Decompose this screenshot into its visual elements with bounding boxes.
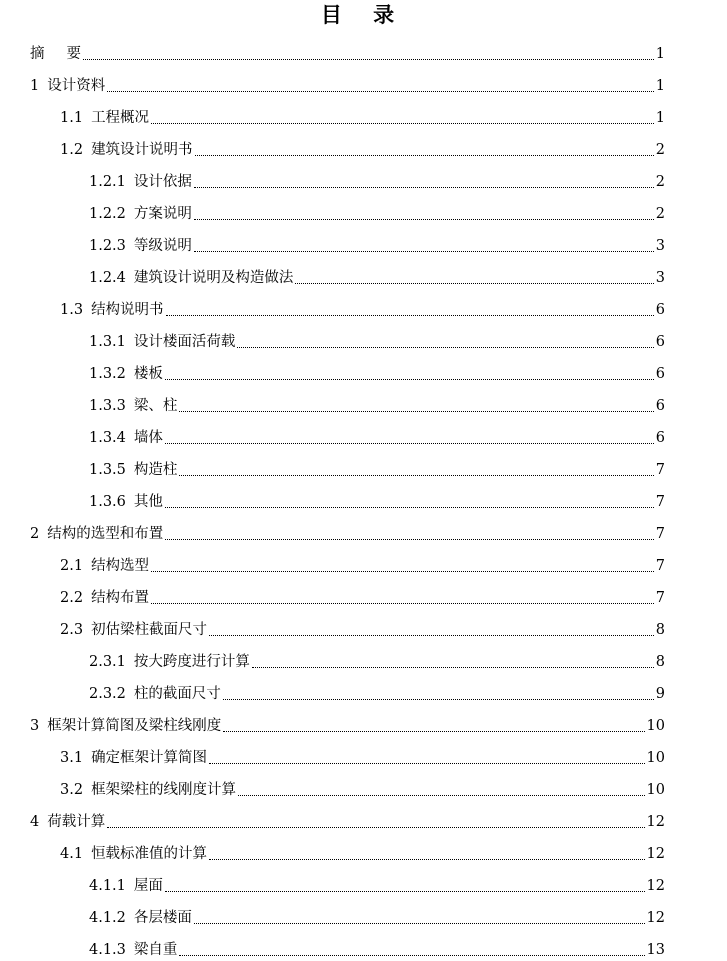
toc-entry[interactable] bbox=[89, 648, 665, 672]
toc-entry-label: 工程概况 bbox=[91, 110, 150, 126]
toc-entry-number: 1.2 bbox=[60, 142, 84, 158]
toc-entry-label: 荷载计算 bbox=[47, 814, 106, 830]
toc-entry-page: 6 bbox=[655, 430, 665, 446]
toc-entry-page: 10 bbox=[646, 718, 665, 734]
toc-entry[interactable] bbox=[89, 232, 665, 256]
toc-dot-leader bbox=[165, 506, 654, 508]
toc-entry-number: 1.2.4 bbox=[89, 270, 126, 286]
toc-entry-number: 4.1.1 bbox=[89, 878, 126, 894]
toc-entry-label: 按大跨度进行计算 bbox=[133, 654, 250, 670]
toc-entry-number: 1.3.3 bbox=[89, 398, 126, 414]
toc-entry-number: 1 bbox=[30, 78, 40, 94]
toc-entry-number: 2 bbox=[30, 526, 40, 542]
toc-entry-page: 8 bbox=[655, 654, 665, 670]
toc-entry-number: 2.1 bbox=[60, 558, 84, 574]
toc-entry[interactable] bbox=[60, 616, 665, 640]
toc-entry-number: 3.1 bbox=[60, 750, 84, 766]
toc-dot-leader bbox=[179, 474, 653, 476]
toc-entry-page: 7 bbox=[655, 462, 665, 478]
toc-dot-leader bbox=[107, 826, 644, 828]
toc-entry-label: 屋面 bbox=[133, 878, 163, 894]
toc-entry-page: 2 bbox=[655, 174, 665, 190]
toc-entry-abstract[interactable] bbox=[30, 40, 665, 64]
toc-dot-leader bbox=[194, 922, 645, 924]
toc-entry-page: 7 bbox=[655, 526, 665, 542]
toc-entry-number: 1.3.1 bbox=[89, 334, 126, 350]
toc-entry-number: 1.3.4 bbox=[89, 430, 126, 446]
toc-entry-page: 10 bbox=[646, 782, 665, 798]
toc-entry-label: 梁自重 bbox=[133, 942, 178, 958]
toc-entry-number: 3.2 bbox=[60, 782, 84, 798]
toc-dot-leader bbox=[151, 602, 654, 604]
toc-entry[interactable] bbox=[60, 136, 665, 160]
toc-entry[interactable] bbox=[89, 872, 665, 896]
toc-entry-page: 1 bbox=[655, 110, 665, 126]
toc-dot-leader bbox=[179, 954, 644, 956]
toc-entry-page: 6 bbox=[655, 398, 665, 414]
toc-dot-leader bbox=[209, 634, 654, 636]
toc-dot-leader bbox=[83, 58, 654, 60]
toc-entry-number: 3 bbox=[30, 718, 40, 734]
toc-entry[interactable] bbox=[60, 296, 665, 320]
toc-entry-label: 其他 bbox=[133, 494, 163, 510]
toc-entry-number: 1.2.1 bbox=[89, 174, 126, 190]
toc-entry[interactable] bbox=[89, 200, 665, 224]
toc-entry-page: 8 bbox=[655, 622, 665, 638]
toc-entry-label: 柱的截面尺寸 bbox=[133, 686, 221, 702]
toc-entry-number: 4 bbox=[30, 814, 40, 830]
toc-dot-leader bbox=[194, 186, 654, 188]
toc-entry-page: 1 bbox=[655, 78, 665, 94]
toc-entry-label: 结构布置 bbox=[91, 590, 150, 606]
toc-entry[interactable] bbox=[89, 424, 665, 448]
toc-entry[interactable] bbox=[89, 360, 665, 384]
toc-entry[interactable] bbox=[89, 488, 665, 512]
toc-entry-label: 框架梁柱的线刚度计算 bbox=[91, 782, 237, 798]
toc-entry[interactable] bbox=[30, 712, 665, 736]
toc-entry-number: 2.3 bbox=[60, 622, 84, 638]
toc-entry[interactable] bbox=[89, 328, 665, 352]
toc-dot-leader bbox=[252, 666, 654, 668]
toc-entry[interactable] bbox=[60, 776, 665, 800]
toc-dot-leader bbox=[194, 250, 654, 252]
toc-entry-number: 1.2.2 bbox=[89, 206, 126, 222]
toc-entry-label: 梁、柱 bbox=[133, 398, 178, 414]
toc-entry[interactable] bbox=[30, 808, 665, 832]
toc-entry-label: 确定框架计算简图 bbox=[91, 750, 208, 766]
toc-dot-leader bbox=[295, 282, 653, 284]
toc-dot-leader bbox=[209, 858, 644, 860]
toc-entry-label: 恒载标准值的计算 bbox=[91, 846, 208, 862]
toc-entry-number: 1.3.6 bbox=[89, 494, 126, 510]
toc-entry-number: 1.3.5 bbox=[89, 462, 126, 478]
toc-dot-leader bbox=[238, 794, 644, 796]
toc-entry-page: 6 bbox=[655, 366, 665, 382]
toc-entry-page: 9 bbox=[655, 686, 665, 702]
toc-entry-number: 4.1.2 bbox=[89, 910, 126, 926]
page-title: 目 录 bbox=[320, 2, 407, 27]
toc-entry-page: 2 bbox=[655, 142, 665, 158]
toc-entry-page: 1 bbox=[655, 46, 665, 62]
toc-entry-page: 6 bbox=[655, 302, 665, 318]
toc-entry-number: 1.3.2 bbox=[89, 366, 126, 382]
toc-entry-page: 3 bbox=[655, 238, 665, 254]
toc-entry-label: 结构选型 bbox=[91, 558, 150, 574]
toc-entry-number: 1.2.3 bbox=[89, 238, 126, 254]
toc-entry[interactable] bbox=[89, 168, 665, 192]
toc-entry-number: 2.3.2 bbox=[89, 686, 126, 702]
toc-entry[interactable] bbox=[89, 392, 665, 416]
toc-dot-leader bbox=[166, 314, 654, 316]
toc-entry-number: 2.3.1 bbox=[89, 654, 126, 670]
toc-entry-label: 等级说明 bbox=[133, 238, 192, 254]
toc-entry-label: 要 bbox=[66, 46, 81, 62]
toc-dot-leader bbox=[237, 346, 653, 348]
toc-dot-leader bbox=[179, 410, 653, 412]
toc-entry-label: 结构的选型和布置 bbox=[47, 526, 164, 542]
toc-entry-page: 12 bbox=[646, 846, 665, 862]
toc-entry[interactable] bbox=[89, 264, 665, 288]
toc-entry-label: 各层楼面 bbox=[133, 910, 192, 926]
toc-entry-number: 1.1 bbox=[60, 110, 84, 126]
toc-entry-label: 结构说明书 bbox=[91, 302, 164, 318]
toc-entry[interactable] bbox=[89, 680, 665, 704]
toc-dot-leader bbox=[223, 730, 644, 732]
toc-dot-leader bbox=[223, 698, 654, 700]
toc-entry-page: 7 bbox=[655, 590, 665, 606]
toc-entry-page: 10 bbox=[646, 750, 665, 766]
toc-entry[interactable] bbox=[60, 584, 665, 608]
toc-entry-label: 设计资料 bbox=[47, 78, 106, 94]
toc-entry-label: 构造柱 bbox=[133, 462, 178, 478]
toc-entry-page: 12 bbox=[646, 878, 665, 894]
toc-entry[interactable] bbox=[89, 936, 665, 960]
toc-dot-leader bbox=[209, 762, 644, 764]
toc-entry-page: 2 bbox=[655, 206, 665, 222]
toc-entry-label: 初估梁柱截面尺寸 bbox=[91, 622, 208, 638]
toc-dot-leader bbox=[165, 890, 645, 892]
toc-entry[interactable] bbox=[89, 456, 665, 480]
toc-dot-leader bbox=[165, 442, 654, 444]
toc-entry[interactable] bbox=[30, 72, 665, 96]
toc-entry-label: 墙体 bbox=[133, 430, 163, 446]
toc-dot-leader bbox=[165, 538, 654, 540]
toc-entry-label: 框架计算简图及梁柱线刚度 bbox=[47, 718, 222, 734]
toc-dot-leader bbox=[165, 378, 654, 380]
toc-dot-leader bbox=[107, 90, 654, 92]
toc-entry[interactable] bbox=[60, 840, 665, 864]
toc-dot-leader bbox=[151, 122, 654, 124]
toc-entry-page: 13 bbox=[646, 942, 665, 958]
toc-entry-number: 摘 bbox=[30, 46, 45, 62]
toc-entry-label: 建筑设计说明书 bbox=[91, 142, 193, 158]
toc-entry[interactable] bbox=[60, 744, 665, 768]
toc-dot-leader bbox=[194, 218, 654, 220]
toc-entry-page: 6 bbox=[655, 334, 665, 350]
toc-entry-label: 方案说明 bbox=[133, 206, 192, 222]
toc-entry-page: 7 bbox=[655, 494, 665, 510]
toc-entry-label: 楼板 bbox=[133, 366, 163, 382]
toc-entry[interactable] bbox=[60, 104, 665, 128]
toc-entry[interactable] bbox=[30, 520, 665, 544]
toc-entry-page: 12 bbox=[646, 910, 665, 926]
toc-entry-label: 设计楼面活荷载 bbox=[133, 334, 236, 350]
toc-dot-leader bbox=[195, 154, 654, 156]
toc-entry-number: 4.1.3 bbox=[89, 942, 126, 958]
toc-entry-number: 2.2 bbox=[60, 590, 84, 606]
toc-entry[interactable] bbox=[60, 552, 665, 576]
toc-entry[interactable] bbox=[89, 904, 665, 928]
toc-entry-number: 1.3 bbox=[60, 302, 84, 318]
toc-dot-leader bbox=[151, 570, 654, 572]
toc-entry-label: 设计依据 bbox=[133, 174, 192, 190]
toc-entry-label: 建筑设计说明及构造做法 bbox=[133, 270, 294, 286]
toc-entry-number: 4.1 bbox=[60, 846, 84, 862]
toc-entry-page: 7 bbox=[655, 558, 665, 574]
toc-entry-page: 12 bbox=[646, 814, 665, 830]
toc-entry-page: 3 bbox=[655, 270, 665, 286]
